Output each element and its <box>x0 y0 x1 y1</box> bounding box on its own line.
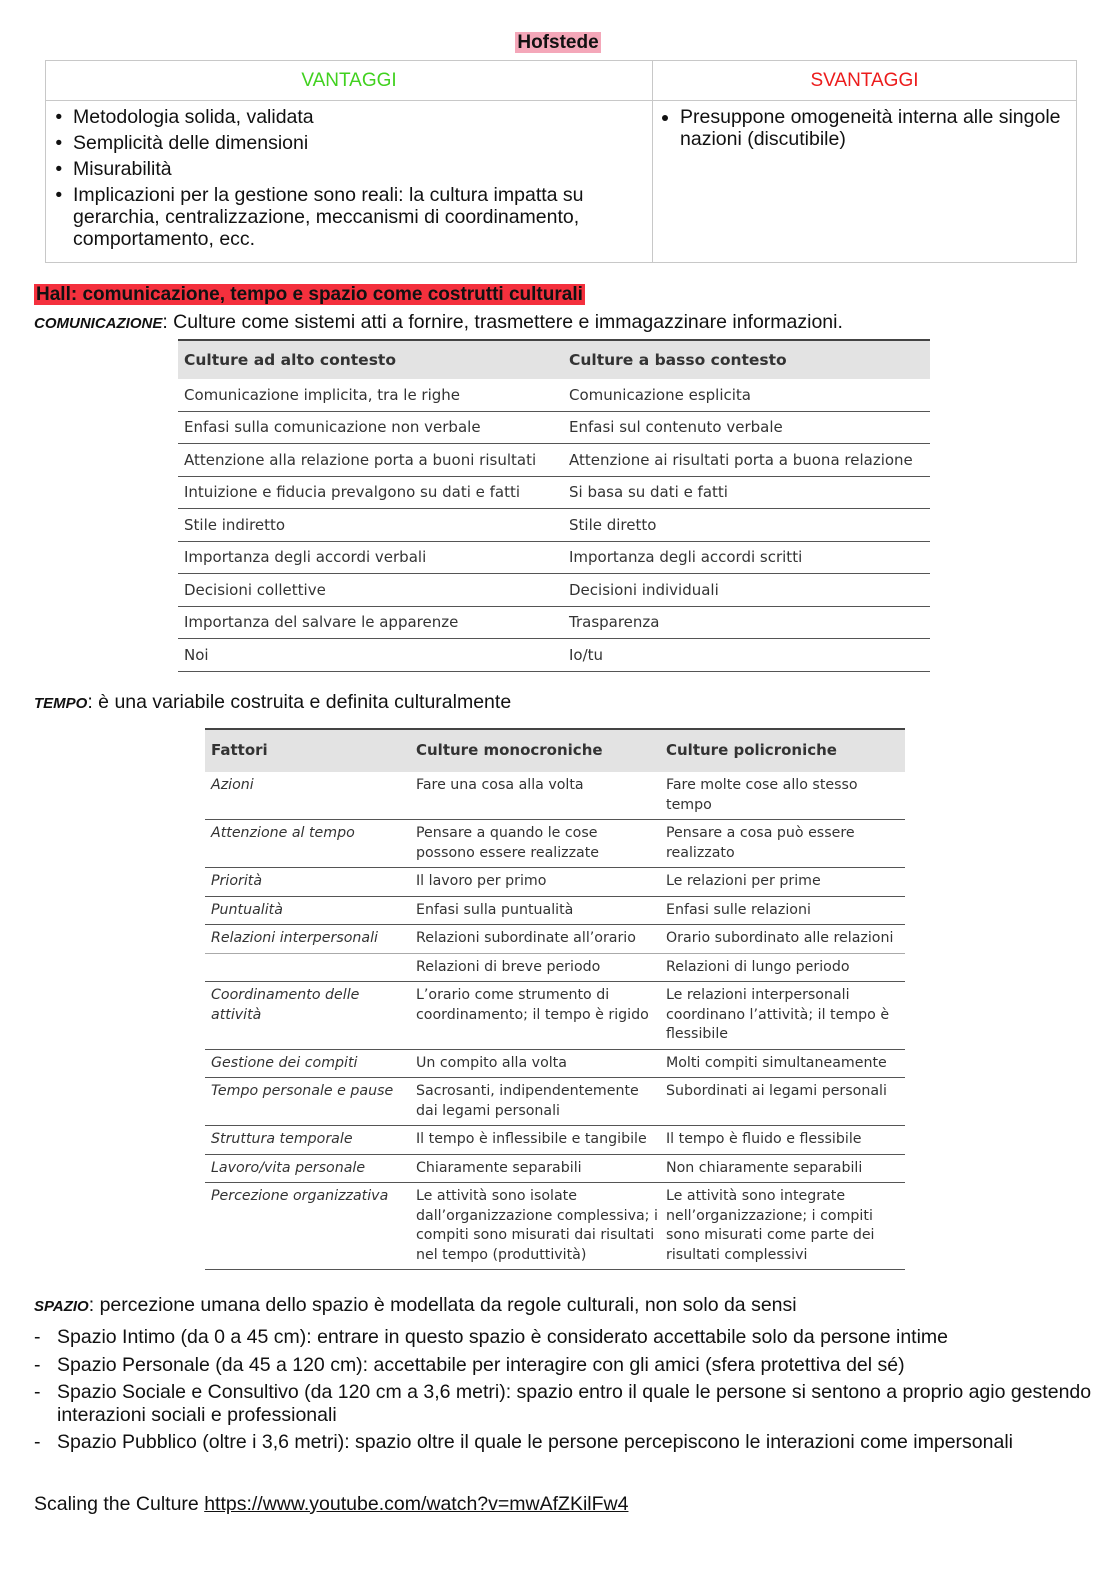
list-item: - Spazio Pubblico (oltre i 3,6 metri): spazio oltre il quale le persone percepiscono le interazioni come impersonali <box>34 1431 1013 1453</box>
communication-table <box>178 339 930 672</box>
table-row <box>205 925 905 954</box>
table-cell: Non chiaramente separabili <box>666 1159 863 1176</box>
hofstede-table <box>45 60 1077 263</box>
hall-section-title: Hall: comunicazione, tempo e spazio come costrutti culturali <box>36 284 583 305</box>
table-cell: Enfasi sulla puntualità <box>416 901 574 918</box>
table-row <box>205 954 905 983</box>
table-cell: Pensare a cosa può essere realizzato <box>666 825 855 861</box>
table-cell <box>205 958 410 978</box>
vantaggi-list <box>47 106 651 250</box>
table-row <box>178 639 930 672</box>
table-row <box>205 1155 905 1184</box>
table-cell: Fare una cosa alla volta <box>416 777 584 793</box>
table-cell: Trasparenza <box>569 613 660 632</box>
table-cell: Chiaramente separabili <box>416 1159 582 1176</box>
table-cell: Le attività sono isolate dall’organizzazione complessiva; i compiti sono misurati dai risultati nel tempo (produttività) <box>416 1188 658 1263</box>
table-cell: Decisioni individuali <box>569 580 719 599</box>
table-header: Fattori Culture monocroniche Culture policroniche <box>205 730 905 772</box>
table-cell: Attenzione alla relazione porta a buoni risultati <box>184 450 537 469</box>
time-table <box>205 728 905 1270</box>
list-item: - Spazio Intimo (da 0 a 45 cm): entrare in questo spazio è considerato accettabile solo da persone intime <box>34 1326 949 1348</box>
table-cell: Puntualità <box>211 901 283 918</box>
table-row <box>178 542 930 575</box>
table-row <box>178 379 930 412</box>
table-cell: Subordinati ai legami personali <box>666 1083 887 1099</box>
list-item: • Implicazioni per la gestione sono reali: la cultura impatta su gerarchia, centralizzazione, meccanismi di coordinamento, comportamento, ecc. <box>73 184 651 250</box>
spazio-intro: SPAZIO: percezione umana dello spazio è modellata da regole culturali, non solo da sensi <box>34 1294 797 1316</box>
table-row <box>178 607 930 640</box>
table-cell: Enfasi sul contenuto verbale <box>569 418 783 437</box>
table-cell: Intuizione e fiducia prevalgono su dati e fatti <box>184 483 521 502</box>
youtube-link[interactable]: https://www.youtube.com/watch?v=mwAfZKilFw4 <box>204 1493 629 1515</box>
table-cell: Noi <box>184 645 209 664</box>
list-item: - Spazio Sociale e Consultivo (da 120 cm a 3,6 metri): spazio entro il quale le persone si sentono a proprio agio gestendo interazioni sociali e professionali <box>34 1381 1092 1426</box>
spazio-list <box>34 1326 1094 1459</box>
comunicazione-intro: COMUNICAZIONE: Culture come sistemi atti a fornire, trasmettere e immagazzinare informazioni. <box>34 311 843 333</box>
table-cell: Enfasi sulla comunicazione non verbale <box>184 418 481 437</box>
table-cell: Importanza degli accordi verbali <box>184 548 427 567</box>
list-item: • Semplicità delle dimensioni <box>73 132 651 154</box>
table-row <box>178 477 930 510</box>
table-cell: Relazioni di lungo periodo <box>666 958 850 975</box>
table-cell: Fare molte cose allo stesso tempo <box>666 777 858 813</box>
table-cell: Relazioni subordinate all’orario <box>416 930 636 946</box>
table-row <box>178 444 930 477</box>
table-row <box>205 1078 905 1126</box>
vantaggi-header: VANTAGGI <box>46 61 653 101</box>
table-cell: Il lavoro per primo <box>416 873 547 889</box>
table-cell: Decisioni collettive <box>184 580 326 599</box>
table-cell: Pensare a quando le cose possono essere realizzate <box>416 825 600 861</box>
table-cell: Importanza degli accordi scritti <box>569 548 803 567</box>
table-cell: Struttura temporale <box>211 1131 353 1147</box>
table-cell: Tempo personale e pause <box>211 1083 394 1099</box>
table-row <box>178 412 930 445</box>
table-row <box>205 1050 905 1079</box>
table-row <box>205 897 905 926</box>
table-cell: Lavoro/vita personale <box>211 1159 366 1176</box>
table-cell: Coordinamento delle attività <box>211 987 360 1023</box>
table-cell: Stile diretto <box>569 515 657 534</box>
table-row <box>205 1183 905 1270</box>
table-cell: Il tempo è inflessibile e tangibile <box>416 1131 647 1147</box>
footer: Scaling the Culture https://www.youtube.com/watch?v=mwAfZKilFw4 <box>34 1493 629 1515</box>
table-cell: Le relazioni interpersonali coordinano l’attività; il tempo è flessibile <box>666 987 890 1042</box>
table-cell: Sacrosanti, indipendentemente dai legami personali <box>416 1083 639 1119</box>
list-item: - Spazio Personale (da 45 a 120 cm): accettabile per interagire con gli amici (sfera protettiva del sé) <box>34 1353 905 1376</box>
table-header: Culture ad alto contesto Culture a basso contesto <box>178 341 930 379</box>
table-cell: Molti compiti simultaneamente <box>666 1054 887 1071</box>
table-cell: Priorità <box>211 873 263 889</box>
table-cell: Si basa su dati e fatti <box>569 483 728 502</box>
table-cell: Attenzione ai risultati porta a buona relazione <box>569 450 913 469</box>
table-row <box>205 820 905 868</box>
table-row <box>205 1126 905 1155</box>
table-cell: Comunicazione implicita, tra le righe <box>184 385 461 404</box>
list-item: • Metodologia solida, validata <box>73 106 651 128</box>
hofstede-title: Hofstede <box>517 32 599 53</box>
table-cell: Azioni <box>211 777 254 793</box>
table-row <box>205 868 905 897</box>
svantaggi-header: SVANTAGGI <box>653 61 1077 101</box>
list-item: • Misurabilità <box>73 158 651 180</box>
table-cell: Importanza del salvare le apparenze <box>184 613 459 632</box>
table-cell: Enfasi sulle relazioni <box>666 901 811 918</box>
table-cell: Le relazioni per prime <box>666 873 821 889</box>
list-item: • Presuppone omogeneità interna alle singole nazioni (discutibile) <box>680 106 1075 150</box>
svantaggi-list <box>654 106 1075 150</box>
table-row <box>178 574 930 607</box>
table-cell: Un compito alla volta <box>416 1054 567 1071</box>
table-cell: Comunicazione esplicita <box>569 385 751 404</box>
table-cell: Orario subordinato alle relazioni <box>666 930 894 946</box>
table-cell: Relazioni interpersonali <box>211 930 379 946</box>
tempo-intro: TEMPO: è una variabile costruita e definita culturalmente <box>34 691 512 713</box>
table-row <box>205 982 905 1050</box>
table-cell: Gestione dei compiti <box>211 1054 358 1071</box>
table-cell: Attenzione al tempo <box>211 825 355 841</box>
table-cell: Percezione organizzativa <box>211 1188 389 1204</box>
table-cell: Io/tu <box>569 645 604 664</box>
table-row <box>205 772 905 820</box>
table-cell: Le attività sono integrate nell’organizzazione; i compiti sono misurati come parte dei risultati complessivi <box>666 1188 875 1263</box>
table-cell: Stile indiretto <box>184 515 286 534</box>
table-cell: Relazioni di breve periodo <box>416 958 601 975</box>
table-cell: L’orario come strumento di coordinamento; il tempo è rigido <box>416 987 649 1023</box>
table-cell: Il tempo è fluido e flessibile <box>666 1131 862 1147</box>
table-row <box>178 509 930 542</box>
